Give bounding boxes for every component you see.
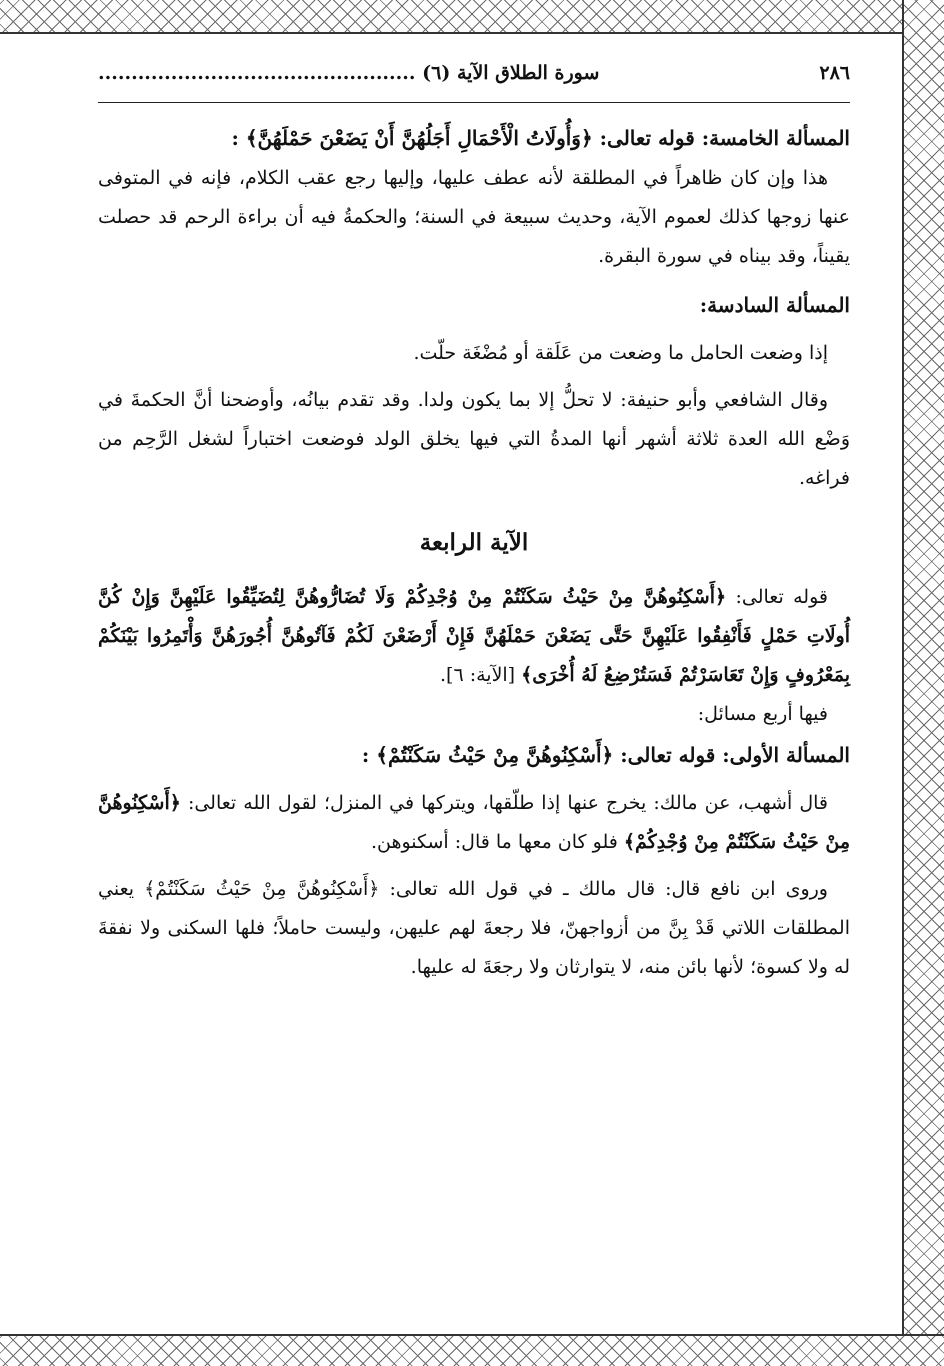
section-1-p2-quote: ﴿أَسْكِنُوهُنَّ مِنْ حَيْثُ سَكَنْتُمْ﴾ — [144, 878, 380, 900]
verse-4-paragraph — [98, 578, 850, 695]
section-5-quote: ﴿وَأُولَاتُ الْأَحْمَالِ أَجَلُهُنَّ أَنْ يَضَعْنَ حَمْلَهُنَّ﴾ — [245, 126, 593, 150]
section-1-p1-text-a: قال أشهب، عن مالك: يخرج عنها إذا طلّقها، ويتركها في المنزل؛ لقول الله تعالى: — [187, 792, 828, 814]
section-1-p2-text-b: يعني المطلقات اللاتي قَدْ بِنَّ من أزواجهنّ، فلا رجعةَ لهم عليهن، وليست حاملاً؛ فلها السكنى ولا نفقةَ له ولا كسوة؛ لأنها بائن منه، لا يتوارثان ولا رجعَةَ له عليها. — [98, 878, 850, 978]
section-5-colon: : — [231, 126, 239, 150]
book-page — [98, 62, 850, 1332]
section-1-paragraph-2 — [98, 870, 850, 987]
section-1-p1-quote: ﴿أَسْكِنُوهُنَّ مِنْ حَيْثُ سَكَنْتُمْ مِنْ وُجْدِكُمْ﴾ — [98, 792, 850, 853]
section-5-paragraph: هذا وإن كان ظاهراً في المطلقة لأنه عطف عليها، وإليها رجع عقب الكلام، فإنه في المتوفى عنها زوجها كذلك لعموم الآية، وحديث سبيعة في السنة؛ والحكمةُ فيه أن براءة الرحم قد حصلت يقيناً، وقد بيناه في سورة البقرة. — [98, 167, 850, 267]
decorative-border-bottom — [0, 1334, 944, 1366]
section-1-quote: ﴿أَسْكِنُوهُنَّ مِنْ حَيْثُ سَكَنْتُمْ﴾ — [376, 743, 614, 767]
section-5-label: المسألة الخامسة: قوله تعالى: — [599, 126, 850, 150]
decorative-border-top — [0, 0, 944, 34]
section-1-colon: : — [361, 743, 370, 767]
header-dots: ................................................ — [98, 62, 416, 84]
section-1-p1-text-b: فلو كان معها ما قال: أسكنوهن. — [370, 831, 618, 853]
section-1-paragraph-1 — [98, 784, 850, 862]
running-header — [98, 62, 850, 103]
running-title — [98, 62, 819, 84]
verse-4-issue-count: فيها أربع مسائل: — [697, 703, 828, 725]
verse-4-intro: قوله تعالى: — [735, 586, 828, 608]
section-5-heading — [98, 117, 850, 159]
section-6-paragraph-1: إذا وضعت الحامل ما وضعت من عَلَقة أو مُضْغَة حلّت. — [413, 342, 828, 364]
verse-4-reference: [الآية: ٦]. — [439, 664, 516, 686]
section-1-label: المسألة الأولى: قوله تعالى: — [620, 743, 850, 767]
running-title-text: سورة الطلاق الآية (٦) — [422, 62, 600, 84]
section-1-p2-text-a: وروى ابن نافع قال: قال مالك ـ في قول الله تعالى: — [389, 878, 828, 900]
section-1-heading — [98, 734, 850, 776]
verse-4-quote: ﴿أَسْكِنُوهُنَّ مِنْ حَيْثُ سَكَنْتُمْ مِنْ وُجْدِكُمْ وَلَا تُضَارُّوهُنَّ لِتُضَيِّقُوا عَلَيْهِنَّ وَإِنْ كُنَّ أُولَاتِ حَمْلٍ فَأَنْفِقُوا عَلَيْهِنَّ حَتَّى يَضَعْنَ حَمْلَهُنَّ فَإِنْ أَرْضَعْنَ لَكُمْ فَآتُوهُنَّ أُجُورَهُنَّ وَأْتَمِرُوا بَيْنَكُمْ بِمَعْرُوفٍ وَإِنْ تَعَاسَرْتُمْ فَسَتُرْضِعُ لَهُ أُخْرَى﴾ — [98, 586, 850, 686]
section-6-heading: المسألة السادسة: — [699, 293, 850, 317]
section-6-paragraph-2: وقال الشافعي وأبو حنيفة: لا تحلُّ إلا بما يكون ولدا. وقد تقدم بيانُه، وأوضحنا أنَّ الحكمةَ في وَضْع الله العدة ثلاثة أشهر أنها المدةُ التي فيها يخلق الولد فوضعت اختباراً لشغل الرَّحِم من فراغه. — [98, 389, 850, 489]
page-number: ٢٨٦ — [819, 62, 850, 84]
verse-4-title: الآية الرابعة — [419, 529, 529, 556]
decorative-border-right — [902, 0, 944, 1366]
